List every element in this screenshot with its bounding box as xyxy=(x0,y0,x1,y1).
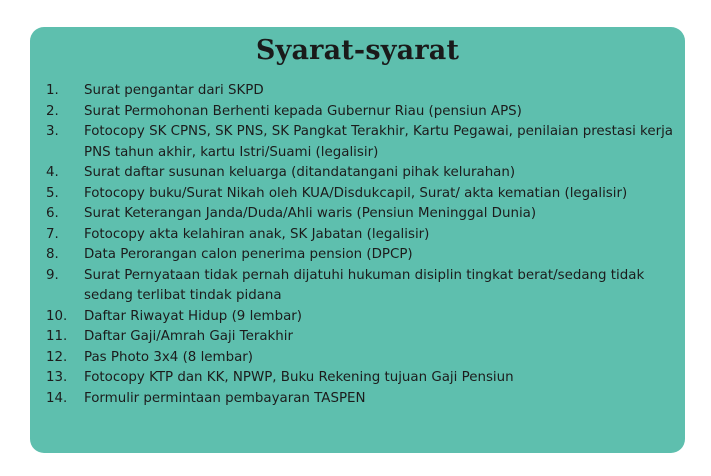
item-number: 6. xyxy=(46,206,59,221)
item-number: 3. xyxy=(46,124,59,139)
list-item xyxy=(46,245,678,266)
list-item xyxy=(46,307,678,328)
item-text: Daftar Riwayat Hidup (9 lembar) xyxy=(84,308,303,324)
item-text: Daftar Gaji/Amrah Gaji Terakhir xyxy=(84,329,294,344)
list-item xyxy=(46,327,678,348)
item-number: 8. xyxy=(46,247,59,262)
item-number: 14. xyxy=(46,390,68,406)
list-item xyxy=(46,184,678,205)
list-item xyxy=(46,81,678,102)
item-number: 5. xyxy=(46,185,59,201)
item-text: Fotocopy KTP dan KK, NPWP, Buku Rekening tujuan Gaji Pensiun xyxy=(84,370,514,385)
item-text: Pas Photo 3x4 (8 lembar) xyxy=(84,349,254,365)
list-item xyxy=(46,348,678,369)
item-text: Surat Permohonan Berhenti kepada Gubernur Riau (pensiun APS) xyxy=(84,103,522,119)
item-number: 1. xyxy=(46,83,59,98)
item-number: 9. xyxy=(46,267,59,283)
list-item xyxy=(46,102,678,123)
list-item xyxy=(46,204,678,225)
list-item xyxy=(46,163,678,184)
list-item xyxy=(46,122,678,163)
item-number: 10. xyxy=(46,308,68,324)
item-text: Surat pengantar dari SKPD xyxy=(84,83,264,98)
item-number: 4. xyxy=(46,165,59,180)
item-text: Fotocopy buku/Surat Nikah oleh KUA/Disdukcapil, Surat/ akta kematian (legalisir) xyxy=(84,185,628,201)
card-title: Syarat-syarat xyxy=(255,35,460,66)
item-number: 7. xyxy=(46,226,59,242)
item-number: 13. xyxy=(46,370,68,385)
list-item xyxy=(46,225,678,246)
requirements-card xyxy=(30,27,685,453)
item-text: Surat daftar susunan keluarga (ditandatangani pihak kelurahan) xyxy=(84,165,516,180)
item-text: Formulir permintaan pembayaran TASPEN xyxy=(84,390,366,406)
item-text: Fotocopy SK CPNS, SK PNS, SK Pangkat Terakhir, Kartu Pegawai, penilaian prestasi kerja PNS tahun akhir, kartu Istri/Suami (legalisir) xyxy=(84,124,674,160)
item-text: Data Perorangan calon penerima pension (DPCP) xyxy=(84,247,413,262)
list-item xyxy=(46,266,678,307)
item-number: 2. xyxy=(46,103,59,119)
item-text: Surat Pernyataan tidak pernah dijatuhi hukuman disiplin tingkat berat/sedang tidak sedang terlibat tindak pidana xyxy=(84,267,645,303)
list-item xyxy=(46,389,678,410)
list-item xyxy=(46,368,678,389)
item-text: Surat Keterangan Janda/Duda/Ahli waris (Pensiun Meninggal Dunia) xyxy=(84,206,537,221)
item-text: Fotocopy akta kelahiran anak, SK Jabatan (legalisir) xyxy=(84,226,430,242)
item-number: 11. xyxy=(46,329,68,344)
item-number: 12. xyxy=(46,349,68,365)
requirements-list xyxy=(46,81,678,409)
